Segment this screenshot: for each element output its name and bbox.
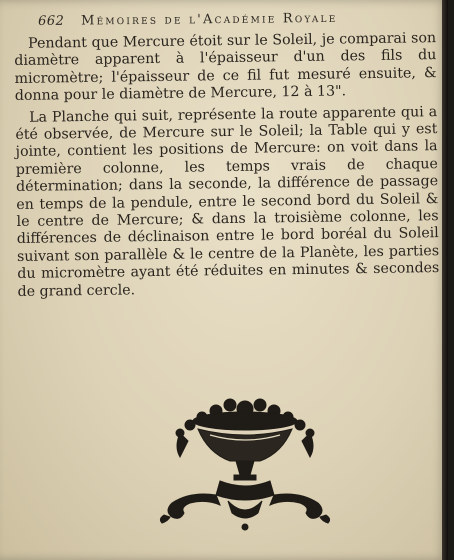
page-gutter bbox=[442, 0, 448, 560]
main-text bbox=[14, 30, 440, 301]
running-title: Mémoires de l'Académie Royale bbox=[80, 10, 338, 29]
paragraph-1: Pendant que Mercure étoit sur le Soleil, je comparai son diamètre apparent à l'épaisseur d'un des fils du micromètre; l'épaisseur de ce fil fut mesuré ensuite, & donna pour le diamètre de Mercure, 12 à 13". bbox=[14, 30, 437, 105]
floral-urn-vignette-icon bbox=[150, 395, 340, 535]
paragraph-2: La Planche qui suit, représente la route apparente qui a été observée, de Mercure sur le Soleil; la Table qui y est jointe, contient les positions de Mercure: on voit dans la première colonne, les temps vrais de chaque détermination; dans la seconde, la différence de passage en temps de la pendule, entre le second bord du Soleil & le centre de Mercure; & dans la troisième colonne, les différences de déclinaison entre le bord boréal du Soleil suivant son parallèle & le centre de la Planète, les parties du micromètre ayant été réduites en minutes & secondes de grand cercle. bbox=[15, 103, 440, 300]
page-number: 662 bbox=[38, 13, 65, 29]
running-header bbox=[38, 10, 428, 29]
